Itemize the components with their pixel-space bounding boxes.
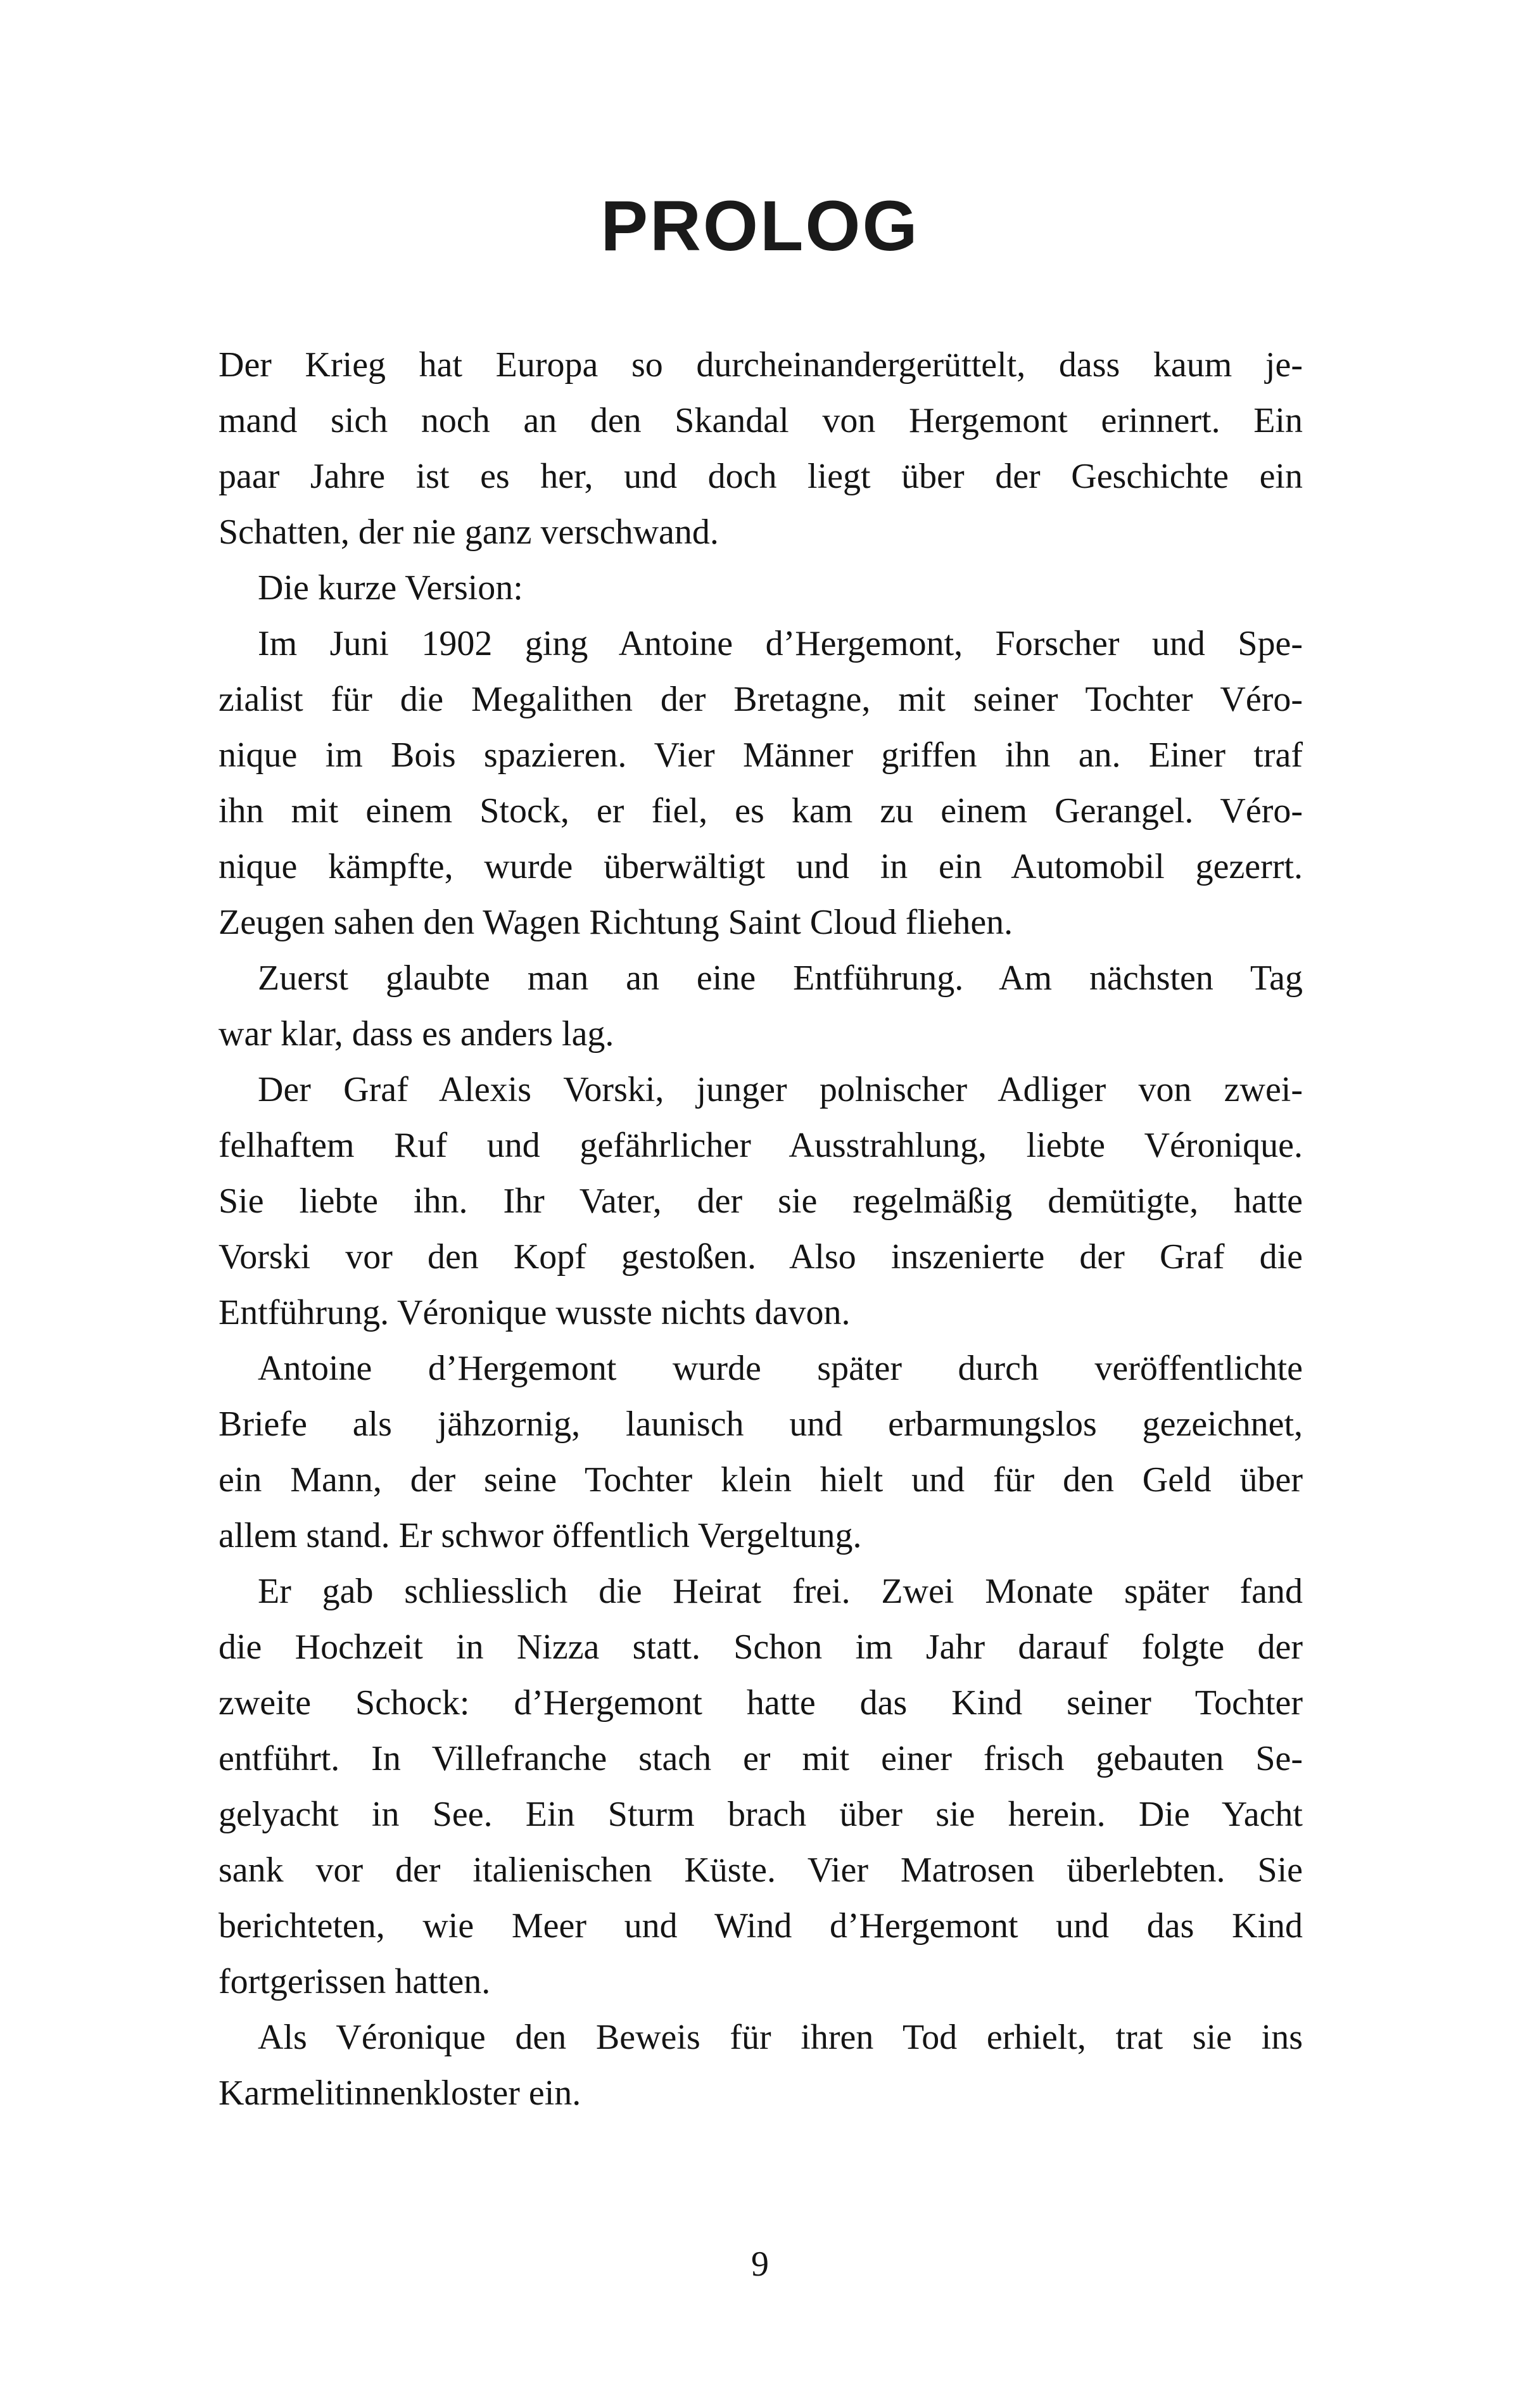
text-line: berichteten, wie Meer und Wind d’Hergemont und das Kind	[218, 1906, 1303, 1946]
text-line: Antoine d’Hergemont wurde später durch veröffentlichte	[258, 1349, 1303, 1388]
text-line: fortgerissen hatten.	[218, 1962, 491, 2001]
text-line: Sie liebte ihn. Ihr Vater, der sie regelmäßig demütigte, hatte	[218, 1182, 1303, 1221]
text-line: Briefe als jähzornig, launisch und erbarmungslos gezeichnet,	[218, 1405, 1303, 1444]
text-line: gelyacht in See. Ein Sturm brach über sie herein. Die Yacht	[218, 1795, 1303, 1834]
text-line: Er gab schliesslich die Heirat frei. Zwei Monate später fand	[258, 1572, 1303, 1611]
text-line: Zeugen sahen den Wagen Richtung Saint Cloud fliehen.	[218, 903, 1013, 942]
text-line: war klar, dass es anders lag.	[218, 1014, 614, 1054]
text-line: zialist für die Megalithen der Bretagne, mit seiner Tochter Véro-	[218, 680, 1303, 719]
page-number: 9	[751, 2245, 769, 2284]
text-line: sank vor der italienischen Küste. Vier Matrosen überlebten. Sie	[218, 1851, 1303, 1890]
text-line: ein Mann, der seine Tochter klein hielt und für den Geld über	[218, 1460, 1303, 1500]
text-line: Der Krieg hat Europa so durcheinandergerüttelt, dass kaum je-	[218, 345, 1303, 385]
text-line: Karmelitinnenkloster ein.	[218, 2074, 581, 2113]
chapter-title: PROLOG	[600, 186, 920, 265]
text-line: Entführung. Véronique wusste nichts davon.	[218, 1293, 851, 1332]
text-line: Schatten, der nie ganz verschwand.	[218, 513, 719, 552]
text-line: Als Véronique den Beweis für ihren Tod erhielt, trat sie ins	[258, 2018, 1303, 2057]
text-line: felhaftem Ruf und gefährlicher Ausstrahlung, liebte Véronique.	[218, 1126, 1303, 1165]
body-text	[218, 337, 1303, 2121]
text-line: zweite Schock: d’Hergemont hatte das Kind seiner Tochter	[218, 1683, 1303, 1723]
text-line: Zuerst glaubte man an eine Entführung. Am nächsten Tag	[258, 959, 1303, 998]
text-line: nique im Bois spazieren. Vier Männer griffen ihn an. Einer traf	[218, 736, 1303, 775]
text-line: die Hochzeit in Nizza statt. Schon im Jahr darauf folgte der	[218, 1628, 1303, 1667]
text-line: Der Graf Alexis Vorski, junger polnischer Adliger von zwei-	[258, 1070, 1303, 1109]
text-line: ihn mit einem Stock, er fiel, es kam zu einem Gerangel. Véro-	[218, 791, 1303, 831]
text-line: entführt. In Villefranche stach er mit einer frisch gebauten Se-	[218, 1739, 1303, 1778]
text-line: allem stand. Er schwor öffentlich Vergeltung.	[218, 1516, 862, 1555]
text-line: Die kurze Version:	[258, 568, 523, 608]
text-line: paar Jahre ist es her, und doch liegt über der Geschichte ein	[218, 457, 1303, 496]
text-line: nique kämpfte, wurde überwältigt und in ein Automobil gezerrt.	[218, 847, 1303, 886]
text-line: Im Juni 1902 ging Antoine d’Hergemont, Forscher und Spe-	[258, 624, 1303, 663]
text-line: mand sich noch an den Skandal von Hergemont erinnert. Ein	[218, 401, 1303, 440]
text-line: Vorski vor den Kopf gestoßen. Also inszenierte der Graf die	[218, 1237, 1303, 1277]
